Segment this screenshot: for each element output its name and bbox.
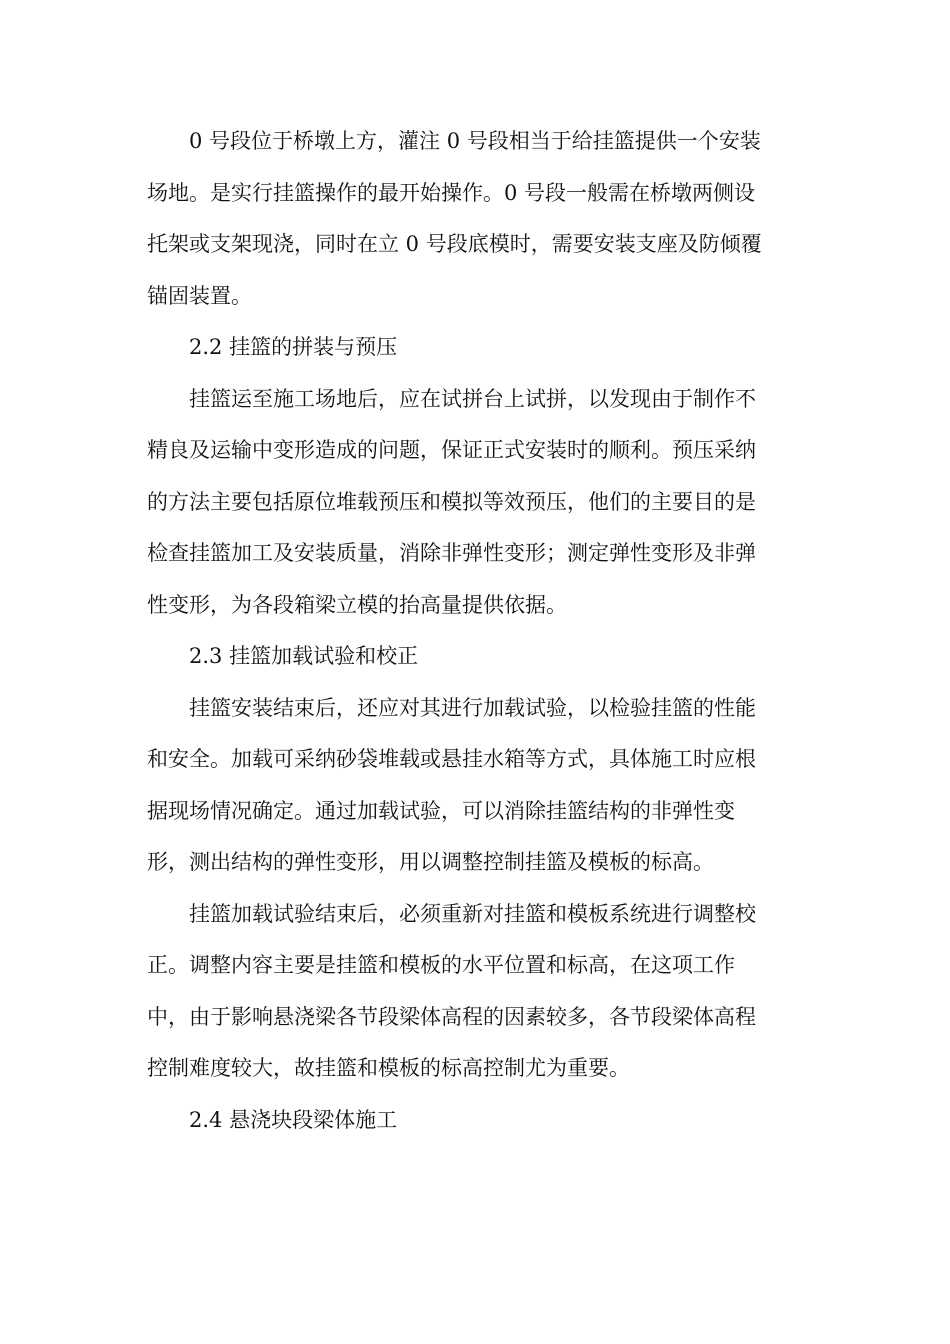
text-line: 挂篮加载试验结束后，必须重新对挂篮和模板系统进行调整校 [189,901,756,926]
section-heading-2-3: 2.3 挂篮加载试验和校正 [189,644,419,668]
document-page [147,116,797,1146]
text-line: 控制难度较大，故挂篮和模板的标高控制尤为重要。 [147,1056,630,1080]
text-line: 场地。是实行挂篮操作的最开始操作。0 号段一般需在桥墩两侧设 [147,180,756,205]
paragraph-adjustment [147,889,797,1095]
paragraph-assembly-preload [147,374,797,632]
text-line: 托架或支架现浇，同时在立 0 号段底模时，需要安装支座及防倾覆 [147,232,762,256]
paragraph-segment-zero [147,116,797,322]
section-heading-2-2: 2.2 挂篮的拼装与预压 [189,335,398,359]
paragraph-load-test [147,683,797,889]
text-line: 正。调整内容主要是挂篮和模板的水平位置和标高，在这项工作 [147,953,735,977]
text-line: 锚固装置。 [147,283,252,308]
text-line: 挂篮安装结束后，还应对其进行加载试验，以检验挂篮的性能 [189,695,756,720]
section-heading-2-4: 2.4 悬浇块段梁体施工 [189,1107,398,1132]
text-line: 形，测出结构的弹性变形，用以调整控制挂篮及模板的标高。 [147,850,714,874]
text-line: 据现场情况确定。通过加载试验，可以消除挂篮结构的非弹性变 [147,798,735,823]
text-line: 检查挂篮加工及安装质量，消除非弹性变形；测定弹性变形及非弹 [147,541,756,565]
text-line: 中，由于影响悬浇梁各节段梁体高程的因素较多，各节段梁体高程 [147,1004,756,1029]
text-line: 和安全。加载可采纳砂袋堆载或悬挂水箱等方式，具体施工时应根 [147,747,756,771]
text-line: 的方法主要包括原位堆载预压和模拟等效预压，他们的主要目的是 [147,489,756,514]
text-line: 性变形，为各段箱梁立模的抬高量提供依据。 [147,592,567,617]
text-line: 0 号段位于桥墩上方，灌注 0 号段相当于给挂篮提供一个安装 [189,129,761,153]
text-line: 挂篮运至施工场地后，应在试拼台上试拼，以发现由于制作不 [189,386,756,411]
text-line: 精良及运输中变形造成的问题，保证正式安装时的顺利。预压采纳 [147,438,756,462]
